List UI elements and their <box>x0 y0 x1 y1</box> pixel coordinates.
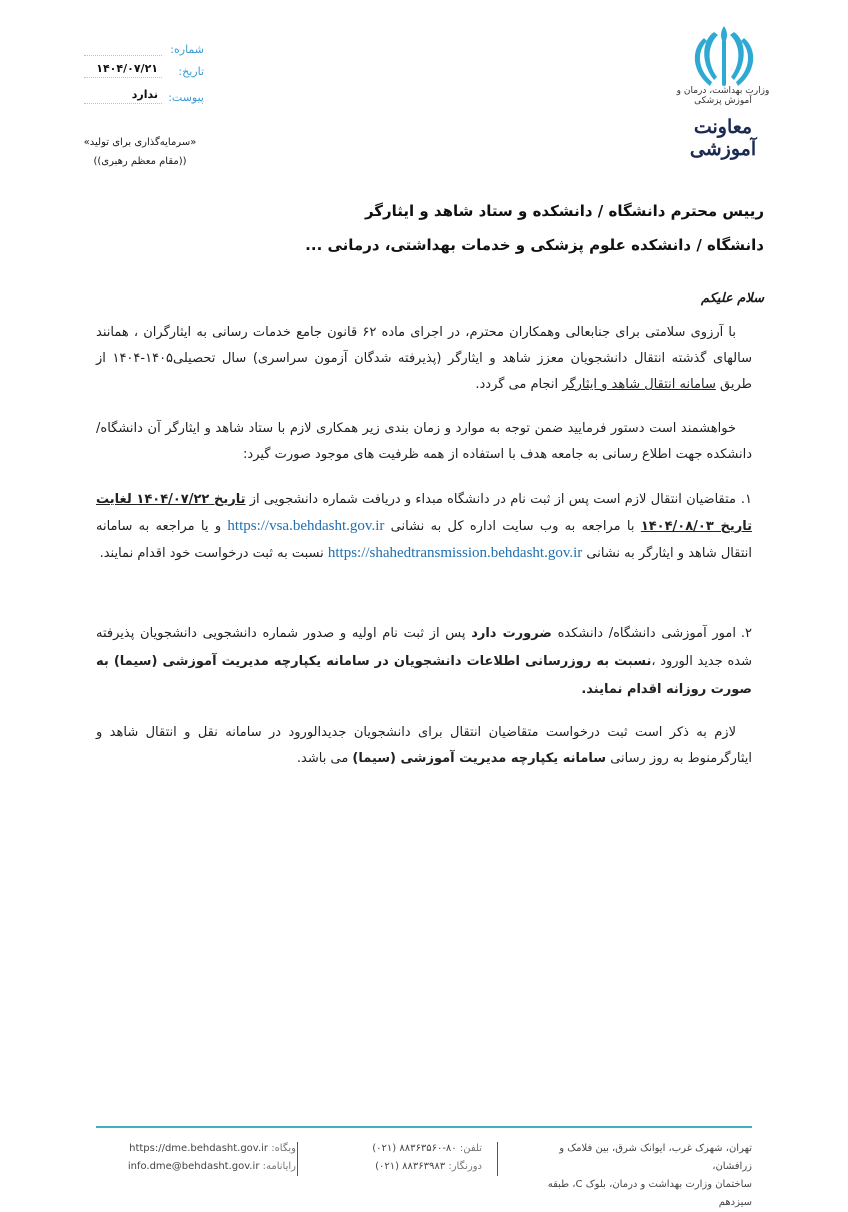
letter-number-row <box>84 40 204 60</box>
date-value: ۱۴۰۴/۰۷/۲۱ <box>96 62 158 75</box>
number-label: شماره: <box>170 43 204 56</box>
ministry-name: وزارت بهداشت، درمان و آموزش پزشکی <box>676 86 770 106</box>
footer-divider <box>96 1126 752 1128</box>
letter-date-row <box>84 62 204 82</box>
attachment-value: ندارد <box>131 88 158 101</box>
slogan-source: ((مقام معظم رهبری)) <box>93 156 187 167</box>
footer-separator <box>297 1142 298 1176</box>
system-name-underlined: سامانه انتقال شاهد و ایثارگر <box>562 377 716 392</box>
footer-address: تهران، شهرک غرب، ایوانک شرق، بین فلامک و زرافشان، ساختمان وزارت بهداشت و درمان، بلوک C، طبقه سیزدهم <box>547 1143 752 1208</box>
link-shahed-transmission[interactable]: https://shahedtransmission.behdasht.gov.ir <box>327 545 583 561</box>
attachment-label: پیوست: <box>168 91 204 104</box>
greeting: سلام علیکم <box>700 291 764 306</box>
paragraph-request: خواهشمند است دستور فرمایید ضمن توجه به موارد و زمان بندی زیر همکاری لازم با ستاد شاهد و ایثارگر آن دانشگاه/دانشکده جهت اطلاع رسانی به جامعه هدف با استفاده از همه ظرفیت های موجود صورت گیرد: <box>96 421 752 462</box>
slogan: «سرمایه‌گذاری برای تولید» <box>83 137 197 148</box>
paragraph-intro: با آرزوی سلامتی برای جنابعالی وهمکاران محترم، در اجرای ماده ۶۲ قانون جامع خدمات رسانی به ایثارگران ، همانند سالهای گذشته انتقال دانشجویان معزز شاهد و ایثارگر (پذیرفته شدگان آزمون سراسری) سال تحصیلی۱۴۰۵-۱۴۰۴ از طریق سامانه انتقال شاهد و ایثارگر انجام می گردد. <box>96 325 752 392</box>
list-item-2: ۲.امور آموزشی دانشگاه/ دانشکده ضرورت دارد پس از ثبت نام اولیه و صدور شماره دانشجویی دانشجویان پذیرفته شده جدید الورود ،نسبت به روزرسانی اطلاعات دانشجویان در سامانه یکپارچه مدیریت آموزشی (سیما) به صورت روزانه اقدام نمایند. <box>96 620 752 704</box>
list-item-1: ۱.متقاضیان انتقال لازم است پس از ثبت نام در دانشگاه مبداء و دریافت شماره دانشجویی از تاریخ ۱۴۰۴/۰۷/۲۲ لغایت تاریخ ۱۴۰۴/۰۸/۰۳ با مراجعه به وب سایت اداره کل به نشانی https://vsa.behdasht.gov.ir و یا مراجعه به سامانه انتقال شاهد و ایثارگر به نشانی https://shahedtransmission.behdasht.gov.ir نسبت به ثبت درخواست خود اقدام نمایند. <box>96 486 752 567</box>
letter-attachment-row <box>84 88 204 108</box>
date-label: تاریخ: <box>178 65 204 78</box>
footer-separator <box>497 1142 498 1176</box>
footer-web: وبگاه: https://dme.behdasht.gov.ir رایانامه: info.dme@behdasht.gov.ir <box>127 1143 296 1172</box>
paragraph-note: لازم به ذکر است ثبت درخواست متقاضیان انتقال برای دانشجویان جدیدالورود در سامانه نقل و انتقال شاهد و ایثارگرمنوط به روز رسانی سامانه یکپارچه مدیریت آموزشی (سیما) می باشد. <box>96 725 752 766</box>
recipient-line-2: دانشگاه / دانشکده علوم پزشکی و خدمات بهداشتی، درمانی ... <box>305 236 764 254</box>
list-item-2-number: ۲. <box>740 626 752 641</box>
footer-phones: تلفن: (۰۲۱) ۸۸۳۶۳۵۶۰-۸۰ دورنگار: (۰۲۱) ۸۸۳۶۳۹۸۳ <box>372 1143 482 1172</box>
link-vsa[interactable]: https://vsa.behdasht.gov.ir <box>227 518 385 534</box>
footer-email-link[interactable]: info.dme@behdasht.gov.ir <box>127 1161 260 1172</box>
ministry-emblem-icon <box>684 22 764 94</box>
date-range: تاریخ ۱۴۰۴/۰۷/۲۲ لغایت تاریخ ۱۴۰۴/۰۸/۰۳ <box>96 492 753 534</box>
list-item-1-number: ۱. <box>740 492 752 507</box>
deputy-title: معاونت آموزشی <box>689 116 757 160</box>
recipient-line-1: رییس محترم دانشگاه / دانشکده و ستاد شاهد و ایثارگر <box>364 202 764 220</box>
footer-website-link[interactable]: https://dme.behdasht.gov.ir <box>129 1143 269 1154</box>
